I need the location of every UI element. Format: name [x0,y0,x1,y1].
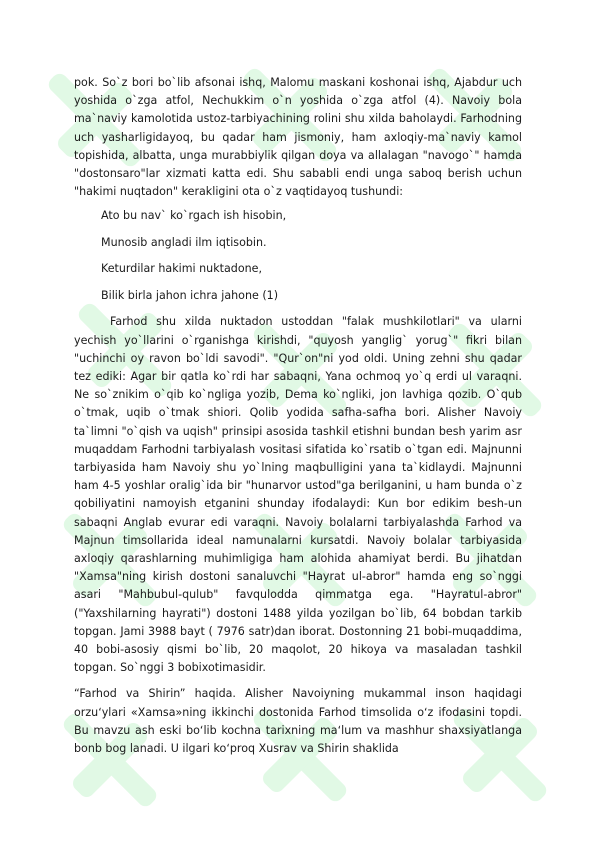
verse-line: Bilik birla jahon ichra jahone (1) [101,288,279,302]
paragraph-2: Farhod shu xilda nuktadon ustoddan "falak mushkilotlari" va ularni yechish yo`llarini o`rganishga kirishdi, "quyosh yanglig` yorug`" fikri bilan "uchinchi oy ravon bo`ldi savodi". "Qur`on"ni yod oldi. Uning zehni shu qadar tez ediki: Agar bir qatla ko`rdi har sabaqni, Yana ochmoq yo`q erdi ul varaqni. Ne so`znikim o`qib ko`ngliga yozib, Dema ko`ngliki, jon lavhiga qozib. O`qub o`tmak, uqib o`tmak shiori. Qolib yodida safha-safha bori. Alisher Navoiy ta`limni "o`qish va uqish" prinsipi asosida tashkil etishni bundan besh yarim asr muqaddam Farhodni tarbiyalash vositasi sifatida ko`rsatib o`tgan edi. Majnunni tarbiyasida ham Navoiy shu yo`lning maqbulligini yana ta`kidlaydi. Majnunni ham 4-5 yoshlar oralig`ida bir "hunarvor ustod"ga berilganini, u ham bunda o`z qobiliyatini namoyish etganini shunday ifodalaydi: Kun bor edikim besh-un sabaqni Anglab evurar edi varaqni. Navoiy bolalarni tarbiyalashda Farhod va Majnun timsollarida ideal namunalarni kursatdi. Navoiy bolalar tarbiyasida axloqiy qarashlarning muhimligiga ham alohida ahamiyat berdi. Bu jihatdan "Xamsa"ning kirish dostoni sanaluvchi "Hayrat ul-abror" hamda eng so`nggi asari "Mahbubul-qulub" favqulodda qimmatga ega. "Hayratul-abror" ("Yaxshilarning hayrati") dostoni 1488 yilda yozilgan bo`lib, 64 bobdan tarkib topgan. Jami 3988 bayt ( 7976 satr)dan iborat. Dostonning 21 bobi-muqaddima, 40 bobi-asosiy qismi bo`lib, 20 maqolot, 20 hikoya va masaladan tashkil topgan. So`nggi 3 bobixotimasidir. [74,315,522,675]
paragraph-1: pok. So`z bori bo`lib afsonai ishq, Malomu maskani koshonai ishq, Ajabdur uch yoshida o`zga atfol, Nechukkim o`n yoshida o`zga atfol (4). Navoiy bola ma`naviy kamolotida ustoz-tarbiyachining rolini shu xilda baholaydi. Farhodning uch yasharligidayoq, bu qadar ham jismoniy, ham axloqiy-ma`naviy kamol topishida, albatta, unga murabbiylik qilgan doya va allalagan "navogo`" hamda "dostonsaro"lar xizmati katta edi. Shu sababli endi unga saboq berish uchun "hakimi nuqtadon" kerakligini ota o`z vaqtidayoq tushundi: [74,76,522,199]
verse-block [74,207,522,313]
paragraph-3: “Farhod va Shirin” haqida. Alisher Navoiyning mukammal inson haqidagi orzuʻylari «Xamsa»ning ikkinchi dostonida Farhod timsolida oʻz ifodasini topdi. Bu mavzu ash eski boʻlib kochna tarixning maʻlum va mashhur shaxsiyatlanga bonb bog lanadi. U ilgari koʻproq Xusrav va Shirin shaklida [74,687,522,756]
verse-line: Munosib angladi ilm iqtisobin. [101,235,267,249]
verse-line: Keturdilar hakimi nuktadone, [101,262,262,276]
document-body [74,74,522,758]
verse-line: Ato bu nav` ko`rgach ish hisobin, [101,209,287,223]
